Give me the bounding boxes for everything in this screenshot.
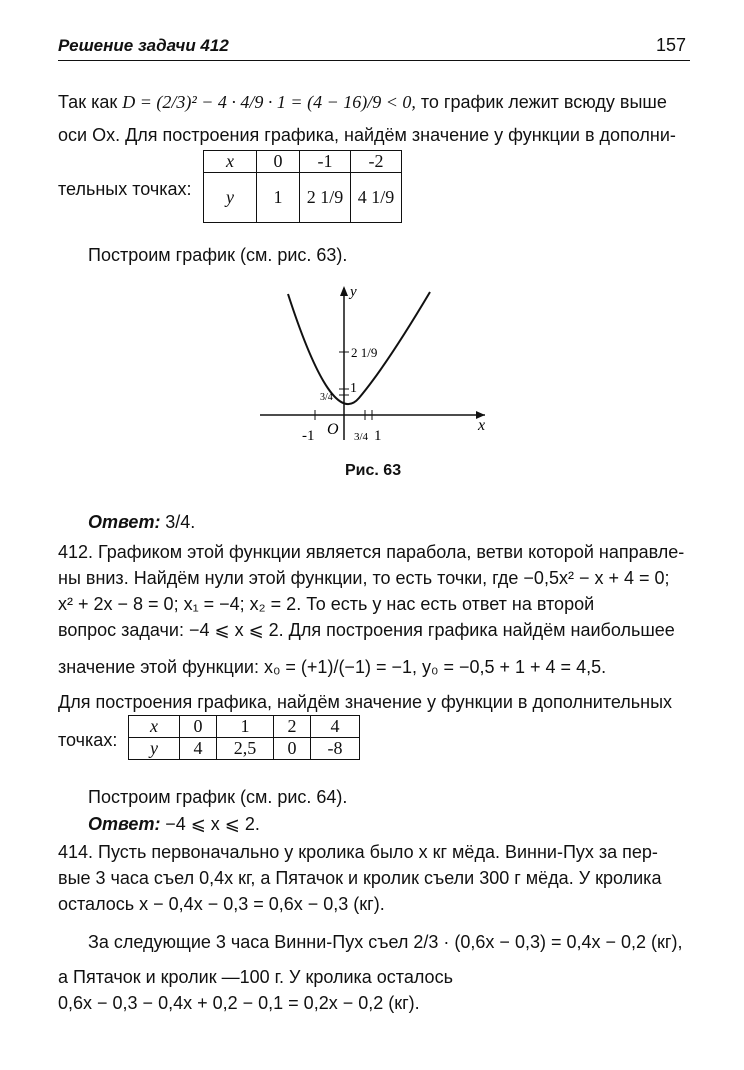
table2-cell: x: [129, 716, 180, 738]
p414-line2: вые 3 часа съел 0,4x кг, а Пятачок и кролик съели 300 г мёда. У кролика: [58, 868, 662, 888]
intro-line1-part2: то график лежит всюду выше: [420, 92, 667, 112]
p412-line7: точках:: [58, 730, 118, 750]
y-label-two-one-ninth: 2 1/9: [351, 345, 378, 360]
table1-cell: 2 1/9: [300, 173, 351, 223]
table2-cell: 0: [180, 716, 217, 738]
table2-cell: y: [129, 738, 180, 760]
table1-cell: 1: [257, 173, 300, 223]
p412-line6: Для построения графика, найдём значение y функции в дополнительных: [58, 692, 673, 712]
answer-1-value: 3/4.: [165, 512, 196, 532]
values-table-1: [203, 150, 402, 223]
answer-1: [88, 512, 195, 534]
page-number: 157: [656, 35, 687, 55]
table2-cell: 1: [217, 716, 274, 738]
header-rule: [58, 60, 690, 61]
table1-cell: -2: [351, 151, 402, 173]
table1-row-x: [204, 151, 402, 173]
p414-line6: 0,6x − 0,3 − 0,4x + 0,2 − 0,1 = 0,2x − 0,2 (кг).: [58, 993, 420, 1013]
build-graph-ref-2: Построим график (см. рис. 64).: [88, 787, 348, 807]
p412-line2: ны вниз. Найдём нули этой функции, то есть точки, где −0,5x² − x + 4 = 0;: [58, 568, 670, 588]
intro-line3: тельных точках:: [58, 179, 192, 199]
answer-1-label: Ответ:: [88, 512, 161, 532]
table2-cell: 2,5: [217, 738, 274, 760]
table2-cell: 2: [274, 716, 311, 738]
p412-line1: 412. Графиком этой функции является парабола, ветви которой направле-: [58, 542, 685, 562]
p414-line1: 414. Пусть первоначально у кролика было x кг мёда. Винни-Пух за пер-: [58, 842, 658, 862]
table2-row-x: [129, 716, 360, 738]
x-label-three-quarters: 3/4: [354, 431, 369, 443]
figure-63-graph: [250, 280, 500, 450]
table2-row-y: [129, 738, 360, 760]
intro-line1-part1: Так как: [58, 92, 118, 112]
x-label-one: 1: [374, 428, 382, 444]
p412-line3: x² + 2x − 8 = 0; x₁ = −4; x₂ = 2. То есть у нас есть ответ на второй: [58, 594, 595, 614]
answer-2-value: −4 ⩽ x ⩽ 2.: [165, 814, 260, 834]
intro-discriminant-formula: D = (2/3)² − 4 · 4/9 · 1 = (4 − 16)/9 < 0,: [122, 92, 416, 112]
p412-line4: вопрос задачи: −4 ⩽ x ⩽ 2. Для построения графика найдём наибольшее: [58, 620, 675, 640]
answer-2: [88, 814, 260, 836]
p414-line4: За следующие 3 часа Винни-Пух съел 2/3 · (0,6x − 0,3) = 0,4x − 0,2 (кг),: [88, 932, 683, 952]
table2-cell: 4: [180, 738, 217, 760]
intro-line2: оси Ox. Для построения графика, найдём значение y функции в дополни-: [58, 125, 676, 145]
table2-cell: -8: [311, 738, 360, 760]
x-label-minus-one: -1: [302, 428, 315, 444]
intro-line1: [58, 92, 667, 113]
answer-2-label: Ответ:: [88, 814, 161, 834]
table1-row-y: [204, 173, 402, 223]
figure-63-caption: Рис. 63: [345, 462, 402, 479]
origin-label: O: [327, 421, 339, 438]
p414-line3: осталось x − 0,4x − 0,3 = 0,6x − 0,3 (кг).: [58, 894, 385, 914]
table1-cell: 0: [257, 151, 300, 173]
table1-cell: 4 1/9: [351, 173, 402, 223]
table2-cell: 0: [274, 738, 311, 760]
y-label-three-quarters: 3/4: [320, 392, 333, 403]
values-table-2: [128, 715, 360, 760]
p414-line5: а Пятачок и кролик —100 г. У кролика осталось: [58, 967, 453, 987]
build-graph-ref-1: Построим график (см. рис. 63).: [88, 245, 348, 265]
x-axis-label: x: [478, 417, 486, 434]
table1-cell: y: [204, 173, 257, 223]
y-label-one: 1: [350, 381, 357, 396]
y-axis-arrow: [340, 286, 348, 296]
y-axis-label: y: [350, 284, 357, 300]
running-header-title: Решение задачи 412: [58, 36, 229, 55]
table2-cell: 4: [311, 716, 360, 738]
table1-cell: -1: [300, 151, 351, 173]
p412-line5: значение этой функции: x₀ = (+1)/(−1) = −1, y₀ = −0,5 + 1 + 4 = 4,5.: [58, 657, 607, 677]
table1-cell: x: [204, 151, 257, 173]
